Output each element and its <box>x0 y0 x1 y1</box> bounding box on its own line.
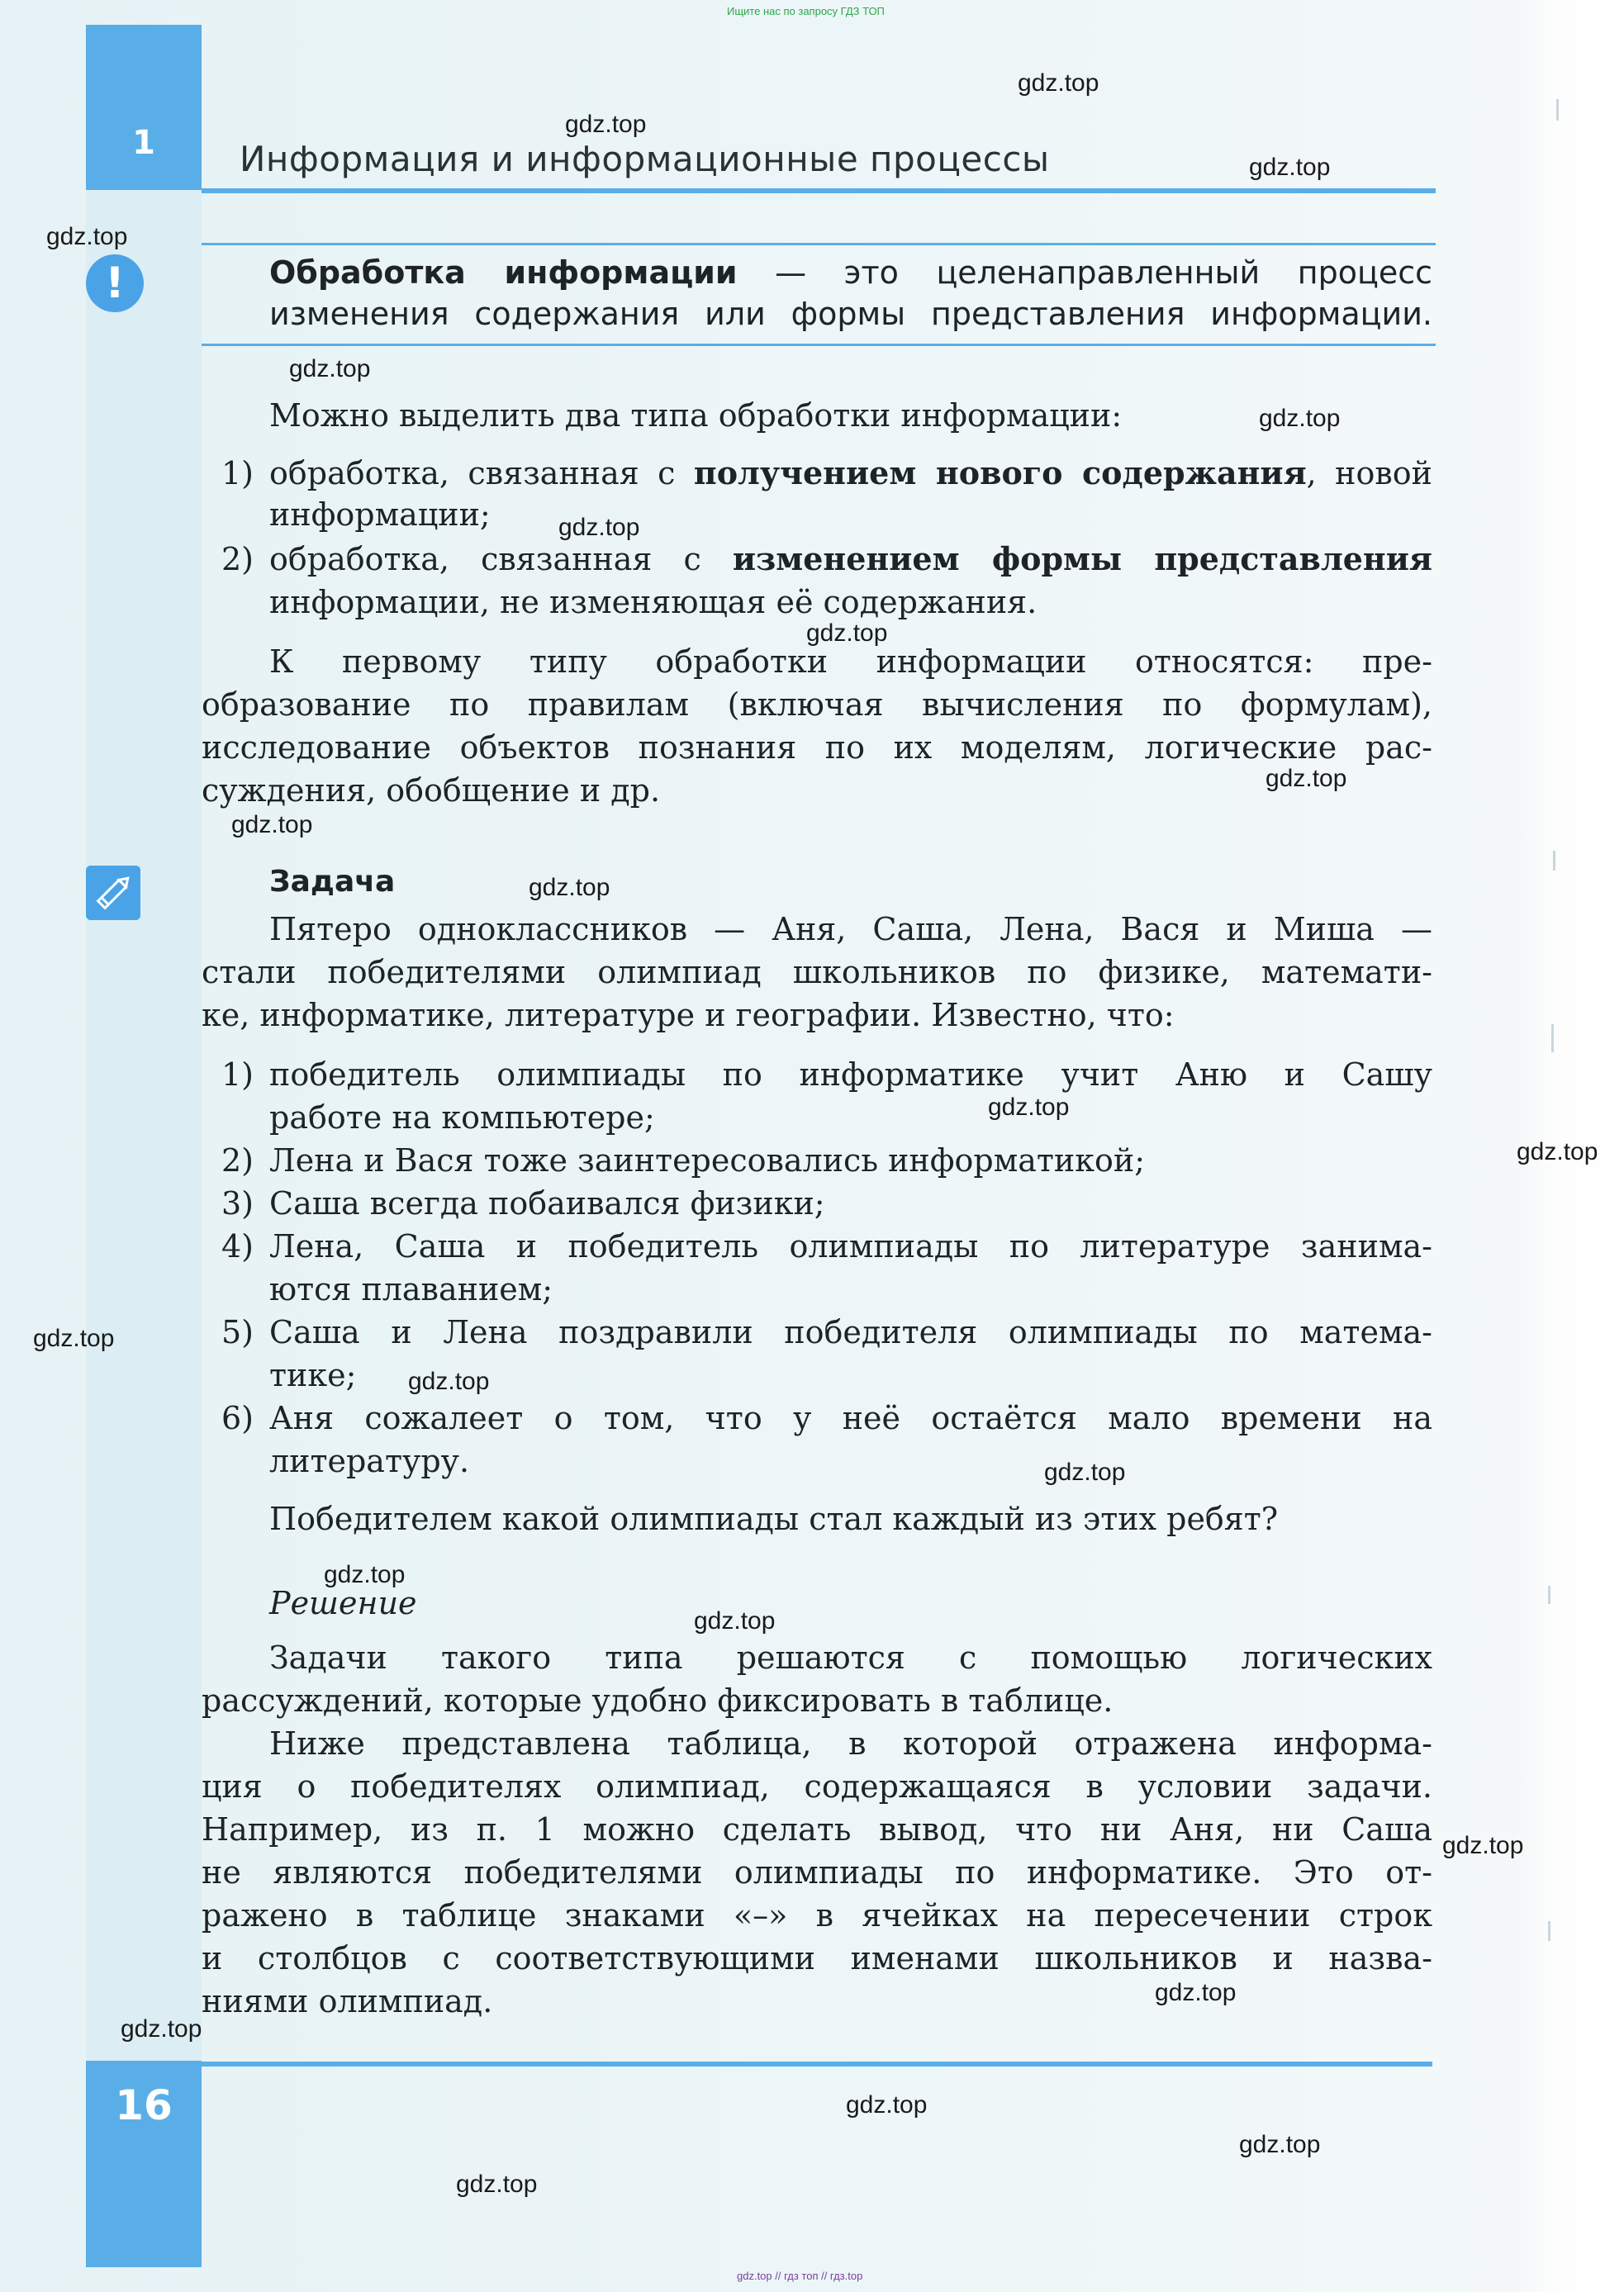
watermark: gdz.top <box>1239 2131 1321 2158</box>
type-2-bold: изменением формы представления <box>732 540 1432 577</box>
task-line-1: Пятеро одноклассников — Аня, Саша, Лена, Вася и Миша — <box>269 911 1432 947</box>
exclamation-icon: ! <box>86 254 144 312</box>
watermark: gdz.top <box>1044 1459 1126 1486</box>
margin-mark <box>1553 851 1555 871</box>
task-question: Победителем какой олимпиады стал каждый из этих ребят? <box>269 1501 1279 1537</box>
type-2-number: 2) <box>221 541 254 577</box>
margin-mark <box>1551 1024 1554 1052</box>
margin-mark <box>1556 99 1559 121</box>
solution-para2-line-3: Например, из п. 1 можно сделать вывод, что ни Аня, ни Саша <box>202 1811 1432 1848</box>
first-type-line-1: К первому типу обработки информации относятся: пре- <box>269 643 1432 680</box>
solution-para2-line-1: Ниже представлена таблица, в которой отражена информа- <box>269 1725 1432 1762</box>
condition-5-line-2: тике; <box>269 1357 357 1393</box>
definition-line-1 <box>269 254 1432 291</box>
solution-para2-line-6: и столбцов с соответствующими именами школьников и назва- <box>202 1940 1432 1976</box>
pencil-icon <box>86 866 140 920</box>
solution-para2-line-5: ражено в таблице знаками «–» в ячейках на пересечении строк <box>202 1897 1432 1934</box>
solution-para2-line-7: ниями олимпиад. <box>202 1983 493 2019</box>
condition-3-line-1: Саша всегда побаивался физики; <box>269 1185 825 1222</box>
solution-para2-line-4: не являются победителями олимпиады по информатике. Это от- <box>202 1854 1432 1891</box>
side-strip-middle <box>86 190 202 2061</box>
page-number: 16 <box>115 2081 173 2129</box>
condition-6-line-1: Аня сожалеет о том, что у неё остаётся мало времени на <box>269 1400 1432 1436</box>
condition-5-line-1: Саша и Лена поздравили победителя олимпиады по матема- <box>269 1314 1432 1350</box>
type-1-line-2: информации; <box>269 496 491 533</box>
type-2-text-pre: обработка, связанная с <box>269 541 733 577</box>
watermark: gdz.top <box>456 2171 538 2198</box>
watermark: gdz.top <box>324 1561 406 1588</box>
watermark: gdz.top <box>121 2015 202 2043</box>
type-1-line-1 <box>269 454 1432 491</box>
definition-line-2: изменения содержания или формы представления информации. <box>269 296 1432 332</box>
watermark: gdz.top <box>806 619 888 647</box>
watermark: gdz.top <box>846 2091 928 2119</box>
watermark: gdz.top <box>1265 765 1347 792</box>
type-1-number: 1) <box>221 455 254 491</box>
condition-1-number: 1) <box>221 1056 254 1093</box>
first-type-line-2: образование по правилам (включая вычисления по формулам), <box>202 686 1432 723</box>
condition-1-line-2: работе на компьютере; <box>269 1099 655 1136</box>
condition-4-number: 4) <box>221 1228 254 1265</box>
first-type-line-3: исследование объектов познания по их моделям, логические рас- <box>202 729 1432 766</box>
type-2-line-2: информации, не изменяющая её содержания. <box>269 584 1038 620</box>
definition-term: Обработка информации <box>269 254 738 291</box>
solution-heading: Решение <box>269 1585 417 1621</box>
type-1-bold: получением нового содержания <box>693 454 1307 491</box>
watermark: gdz.top <box>1018 69 1099 97</box>
condition-3-number: 3) <box>221 1185 254 1222</box>
condition-6-number: 6) <box>221 1400 254 1436</box>
footer-rule <box>202 2062 1432 2067</box>
watermark: gdz.top <box>1517 1138 1598 1165</box>
watermark: gdz.top <box>529 874 610 901</box>
type-2-line-1 <box>269 540 1432 577</box>
watermark: gdz.top <box>1249 154 1331 181</box>
intro-text: Можно выделить два типа обработки информации: <box>269 397 1123 434</box>
margin-mark <box>1548 1921 1550 1941</box>
watermark: gdz.top <box>46 223 128 250</box>
condition-1-line-1: победитель олимпиады по информатике учит Аню и Сашу <box>269 1056 1432 1093</box>
chapter-number: 1 <box>132 124 155 162</box>
definition-rule-top <box>202 243 1436 245</box>
condition-6-line-2: литературу. <box>269 1443 470 1479</box>
condition-4-line-2: ются плаванием; <box>269 1271 553 1307</box>
bottom-notice: gdz.top // гдз топ // гдз.top <box>737 2270 863 2282</box>
solution-para1-line-1: Задачи такого типа решаются с помощью логических <box>269 1640 1432 1676</box>
watermark: gdz.top <box>33 1325 115 1352</box>
watermark: gdz.top <box>1259 405 1341 432</box>
condition-4-line-1: Лена, Саша и победитель олимпиады по литературе занима- <box>269 1228 1432 1265</box>
watermark: gdz.top <box>1155 1979 1237 2006</box>
side-strip-top <box>86 25 202 190</box>
watermark: gdz.top <box>988 1094 1070 1121</box>
task-line-2: стали победителями олимпиад школьников по физике, математи- <box>202 954 1432 990</box>
margin-mark <box>1548 1586 1550 1604</box>
condition-2-number: 2) <box>221 1142 254 1179</box>
type-1-text-post: , новой <box>1306 455 1432 491</box>
watermark: gdz.top <box>558 514 640 541</box>
task-line-3: ке, информатике, литературе и географии. Известно, что: <box>202 997 1175 1033</box>
task-heading: Задача <box>269 865 396 899</box>
watermark: gdz.top <box>694 1607 776 1635</box>
definition-text-1: — это целенаправленный процесс <box>775 254 1432 291</box>
condition-2-line-1: Лена и Вася тоже заинтересовались информатикой; <box>269 1142 1146 1179</box>
type-1-text-pre: обработка, связанная с <box>269 455 694 491</box>
watermark: gdz.top <box>565 111 647 138</box>
solution-para2-line-2: ция о победителях олимпиад, содержащаяся в условии задачи. <box>202 1768 1432 1805</box>
header-rule <box>202 188 1436 193</box>
watermark: gdz.top <box>1442 1832 1524 1859</box>
watermark: gdz.top <box>408 1368 490 1395</box>
watermark: gdz.top <box>231 811 313 838</box>
first-type-line-4: суждения, обобщение и др. <box>202 772 661 809</box>
top-notice: Ищите нас по запросу ГДЗ ТОП <box>727 5 885 17</box>
solution-para1-line-2: рассуждений, которые удобно фиксировать в таблице. <box>202 1682 1114 1719</box>
watermark: gdz.top <box>289 355 371 382</box>
condition-5-number: 5) <box>221 1314 254 1350</box>
definition-rule-bottom <box>202 344 1436 346</box>
chapter-title: Информация и информационные процессы <box>240 139 1050 179</box>
